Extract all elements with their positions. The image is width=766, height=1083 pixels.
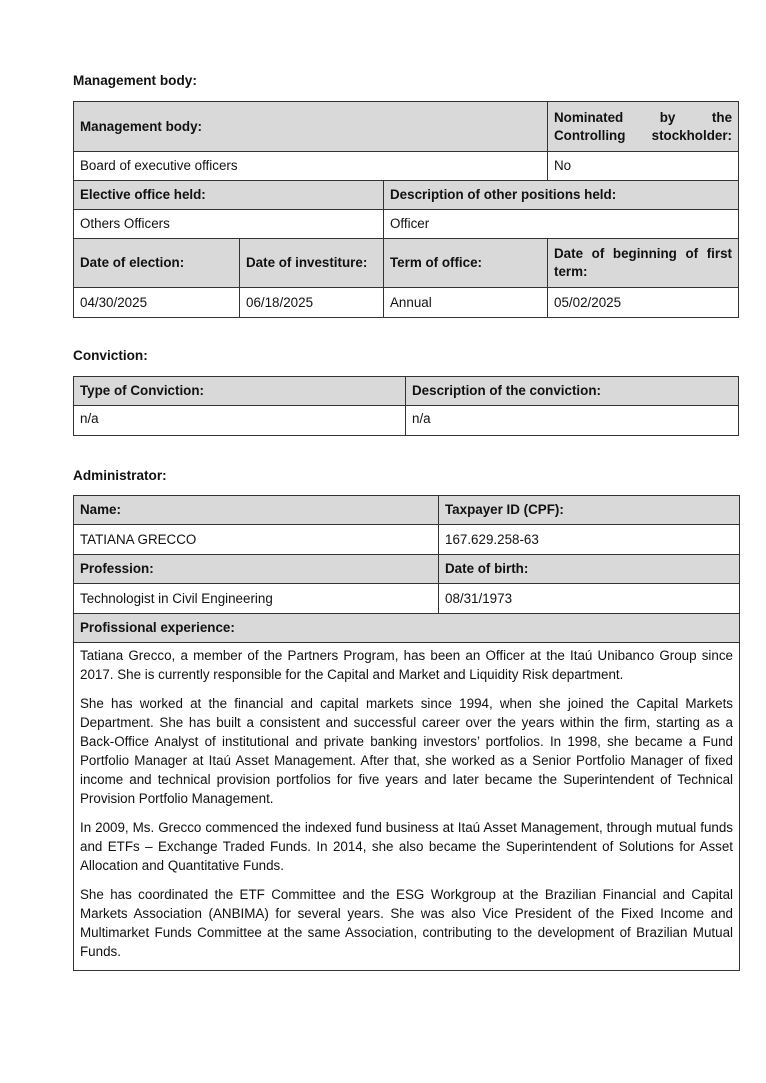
conviction-description-value: n/a xyxy=(406,406,739,436)
management-section-title: Management body: xyxy=(73,73,197,88)
experience-header: Profissional experience: xyxy=(74,614,740,643)
first-term-value: 05/02/2025 xyxy=(548,288,739,318)
experience-paragraph: Tatiana Grecco, a member of the Partners Program, has been an Officer at the Itaú Unibanco Group since 2017. She is currently responsible for the Capital and Market and Liquidity Risk department. xyxy=(80,648,733,682)
elective-office-value: Others Officers xyxy=(74,210,384,239)
profession-header: Profession: xyxy=(74,555,439,584)
election-date-value: 04/30/2025 xyxy=(74,288,240,318)
profession-value: Technologist in Civil Engineering xyxy=(74,584,439,614)
management-body-header: Management body: xyxy=(74,102,548,152)
term-header: Term of office: xyxy=(384,239,548,288)
cpf-value: 167.629.258-63 xyxy=(439,525,740,555)
conviction-description-header: Description of the conviction: xyxy=(406,377,739,406)
experience-body xyxy=(74,643,740,971)
administrator-section-title: Administrator: xyxy=(73,468,167,483)
name-value: TATIANA GRECCO xyxy=(74,525,439,555)
experience-paragraph: She has coordinated the ETF Committee and the ESG Workgroup at the Brazilian Financial and Capital Markets Association (ANBIMA) for several years. She was also Vice President of the Fixed Income and Multimarket Funds Committee at the same Association, contributing to the development of Brazilian Mutual Funds. xyxy=(80,887,733,959)
birth-date-header: Date of birth: xyxy=(439,555,740,584)
elective-office-header: Elective office held: xyxy=(74,181,384,210)
term-value: Annual xyxy=(384,288,548,318)
experience-paragraph: In 2009, Ms. Grecco commenced the indexed fund business at Itaú Asset Management, through mutual funds and ETFs – Exchange Traded Funds. In 2014, she also became the Superintendent of Solutions for Asset Allocation and Quantitative Funds. xyxy=(80,820,733,873)
nominated-header: Nominated by the Controlling stockholder: xyxy=(548,102,739,152)
conviction-type-value: n/a xyxy=(74,406,406,436)
first-term-header: Date of beginning of first term: xyxy=(548,239,739,288)
investiture-date-value: 06/18/2025 xyxy=(240,288,384,318)
administrator-table xyxy=(73,495,740,971)
conviction-type-header: Type of Conviction: xyxy=(74,377,406,406)
conviction-table xyxy=(73,376,739,436)
other-positions-header: Description of other positions held: xyxy=(384,181,739,210)
name-header: Name: xyxy=(74,496,439,525)
experience-paragraph: She has worked at the financial and capital markets since 1994, when she joined the Capital Markets Department. She has built a consistent and successful career over the years within the firm, starting as a Back-Office Analyst of institutional and private banking investors’ portfolios. In 1998, she became a Fund Portfolio Manager at Itaú Asset Management. After that, she worked as a Senior Portfolio Manager of fixed income and technical provision portfolios for five years and later became the Superintendent of Technical Provision Portfolio Management. xyxy=(80,696,733,806)
conviction-section-title: Conviction: xyxy=(73,348,148,363)
cpf-header: Taxpayer ID (CPF): xyxy=(439,496,740,525)
election-date-header: Date of election: xyxy=(74,239,240,288)
investiture-date-header: Date of investiture: xyxy=(240,239,384,288)
management-table xyxy=(73,101,739,318)
birth-date-value: 08/31/1973 xyxy=(439,584,740,614)
other-positions-value: Officer xyxy=(384,210,739,239)
management-body-value: Board of executive officers xyxy=(74,152,548,181)
nominated-value: No xyxy=(548,152,739,181)
